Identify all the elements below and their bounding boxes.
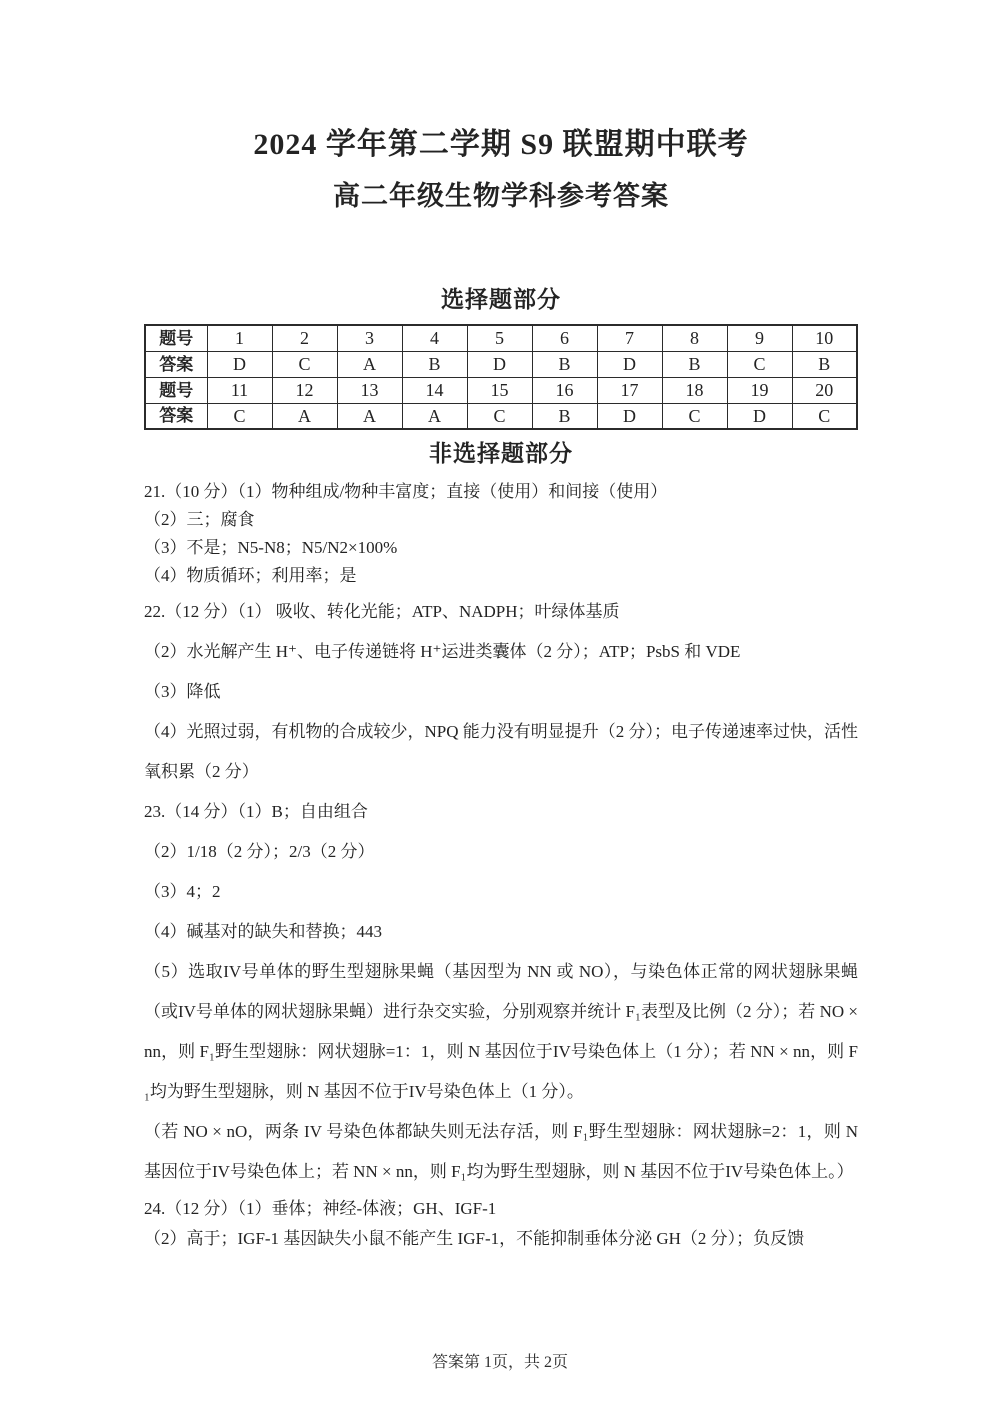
table-cell: 13 [337, 377, 402, 403]
answer-line-q23-5: （5）选取IV号单体的野生型翅脉果蝇（基因型为 NN 或 NO），与染色体正常的网状翅脉果蝇（或IV号单体的网状翅脉果蝇）进行杂交实验，分别观察并统计 F₁表型及比例（2 分）；若 NO × nn，则 F₁野生型翅脉：网状翅脉=1：1，则 N 基因位于IV号染色体上（1 分）；若 NN × nn，则 F₁均为野生型翅脉，则 N 基因不位于IV号染色体上（1 分）。 [144, 961, 858, 1101]
table-cell: B [662, 351, 727, 377]
row-label: 答案 [145, 351, 207, 377]
answer-line-q23-note: （若 NO × nO，两条 IV 号染色体都缺失则无法存活，则 F₁野生型翅脉：网状翅脉=2：1，则 N 基因位于IV号染色体上；若 NN × nn，则 F₁均为野生型翅脉，则 N 基因不位于IV号染色体上。） [144, 1121, 858, 1181]
table-cell: B [532, 351, 597, 377]
table-cell: 11 [207, 377, 272, 403]
answer-line-q22-2: （2）水光解产生 H⁺、电子传递链将 H⁺运进类囊体（2 分）；ATP；PsbS 和 VDE [144, 641, 741, 661]
page-title: 2024 学年第二学期 S9 联盟期中联考 [253, 128, 749, 161]
table-cell: 9 [727, 325, 792, 351]
multiple-choice-answer-table [144, 324, 858, 430]
answer-line-q21-1: 21.（10 分）（1）物种组成/物种丰富度；直接（使用）和间接（使用） [144, 481, 668, 501]
table-cell: D [597, 351, 662, 377]
table-cell: 17 [597, 377, 662, 403]
answer-block-q22 [144, 592, 858, 792]
table-cell: C [272, 351, 337, 377]
table-row-question-numbers-1 [145, 325, 857, 351]
answer-block-q24 [144, 1194, 858, 1254]
table-cell: A [337, 403, 402, 429]
table-cell: B [402, 351, 467, 377]
answer-block-q21 [144, 478, 858, 590]
answer-line-q23-1: 23.（14 分）（1）B；自由组合 [144, 801, 368, 821]
answer-line-q24-2: （2）高于；IGF-1 基因缺失小鼠不能产生 IGF-1，不能抑制垂体分泌 GH（2 分）；负反馈 [144, 1228, 805, 1248]
table-cell: 16 [532, 377, 597, 403]
table-cell: B [532, 403, 597, 429]
table-cell: 4 [402, 325, 467, 351]
table-cell: 14 [402, 377, 467, 403]
answer-line-q21-2: （2）三；腐食 [144, 509, 255, 529]
table-cell: 8 [662, 325, 727, 351]
table-cell: A [272, 403, 337, 429]
table-cell: 2 [272, 325, 337, 351]
answer-line-q23-3: （3）4；2 [144, 881, 221, 901]
answer-line-q22-4: （4）光照过弱，有机物的合成较少，NPQ 能力没有明显提升（2 分）；电子传递速率过快，活性氧积累（2 分） [144, 721, 859, 781]
table-cell: C [207, 403, 272, 429]
free-response-section-heading: 非选择题部分 [429, 441, 573, 467]
table-cell: D [467, 351, 532, 377]
answer-line-q22-1: 22.（12 分）（1） 吸收、转化光能；ATP、NADPH；叶绿体基质 [144, 601, 620, 621]
answer-line-q21-4: （4）物质循环；利用率；是 [144, 565, 357, 585]
table-cell: 5 [467, 325, 532, 351]
table-cell: 6 [532, 325, 597, 351]
choice-section-heading: 选择题部分 [441, 286, 561, 312]
table-cell: 1 [207, 325, 272, 351]
table-cell: B [792, 351, 857, 377]
table-cell: 20 [792, 377, 857, 403]
table-cell: D [727, 403, 792, 429]
free-response-answers [144, 478, 858, 1254]
table-cell: 18 [662, 377, 727, 403]
table-cell: 19 [727, 377, 792, 403]
table-cell: C [727, 351, 792, 377]
table-cell: 12 [272, 377, 337, 403]
page-footer: 答案第 1页，共 2页 [431, 1354, 568, 1371]
row-label: 答案 [145, 403, 207, 429]
table-cell: C [792, 403, 857, 429]
row-label: 题号 [145, 325, 207, 351]
table-cell: 3 [337, 325, 402, 351]
table-cell: D [597, 403, 662, 429]
table-cell: 15 [467, 377, 532, 403]
answer-line-q22-3: （3）降低 [144, 681, 221, 701]
answer-line-q24-1: 24.（12 分）（1）垂体；神经-体液；GH、IGF-1 [144, 1198, 497, 1218]
table-cell: 7 [597, 325, 662, 351]
answer-line-q23-4: （4）碱基对的缺失和替换；443 [144, 921, 382, 941]
table-cell: A [337, 351, 402, 377]
row-label: 题号 [145, 377, 207, 403]
table-row-question-numbers-2 [145, 377, 857, 403]
table-row-answers-2 [145, 403, 857, 429]
answer-line-q21-3: （3）不是；N5-N8；N5/N2×100% [144, 537, 398, 557]
answer-line-q23-2: （2）1/18（2 分）；2/3（2 分） [144, 841, 375, 861]
table-cell: 10 [792, 325, 857, 351]
table-cell: A [402, 403, 467, 429]
table-cell: C [662, 403, 727, 429]
table-cell: D [207, 351, 272, 377]
table-row-answers-1 [145, 351, 857, 377]
answer-block-q23 [144, 792, 858, 1192]
table-cell: C [467, 403, 532, 429]
page-subtitle: 高二年级生物学科参考答案 [333, 180, 669, 211]
